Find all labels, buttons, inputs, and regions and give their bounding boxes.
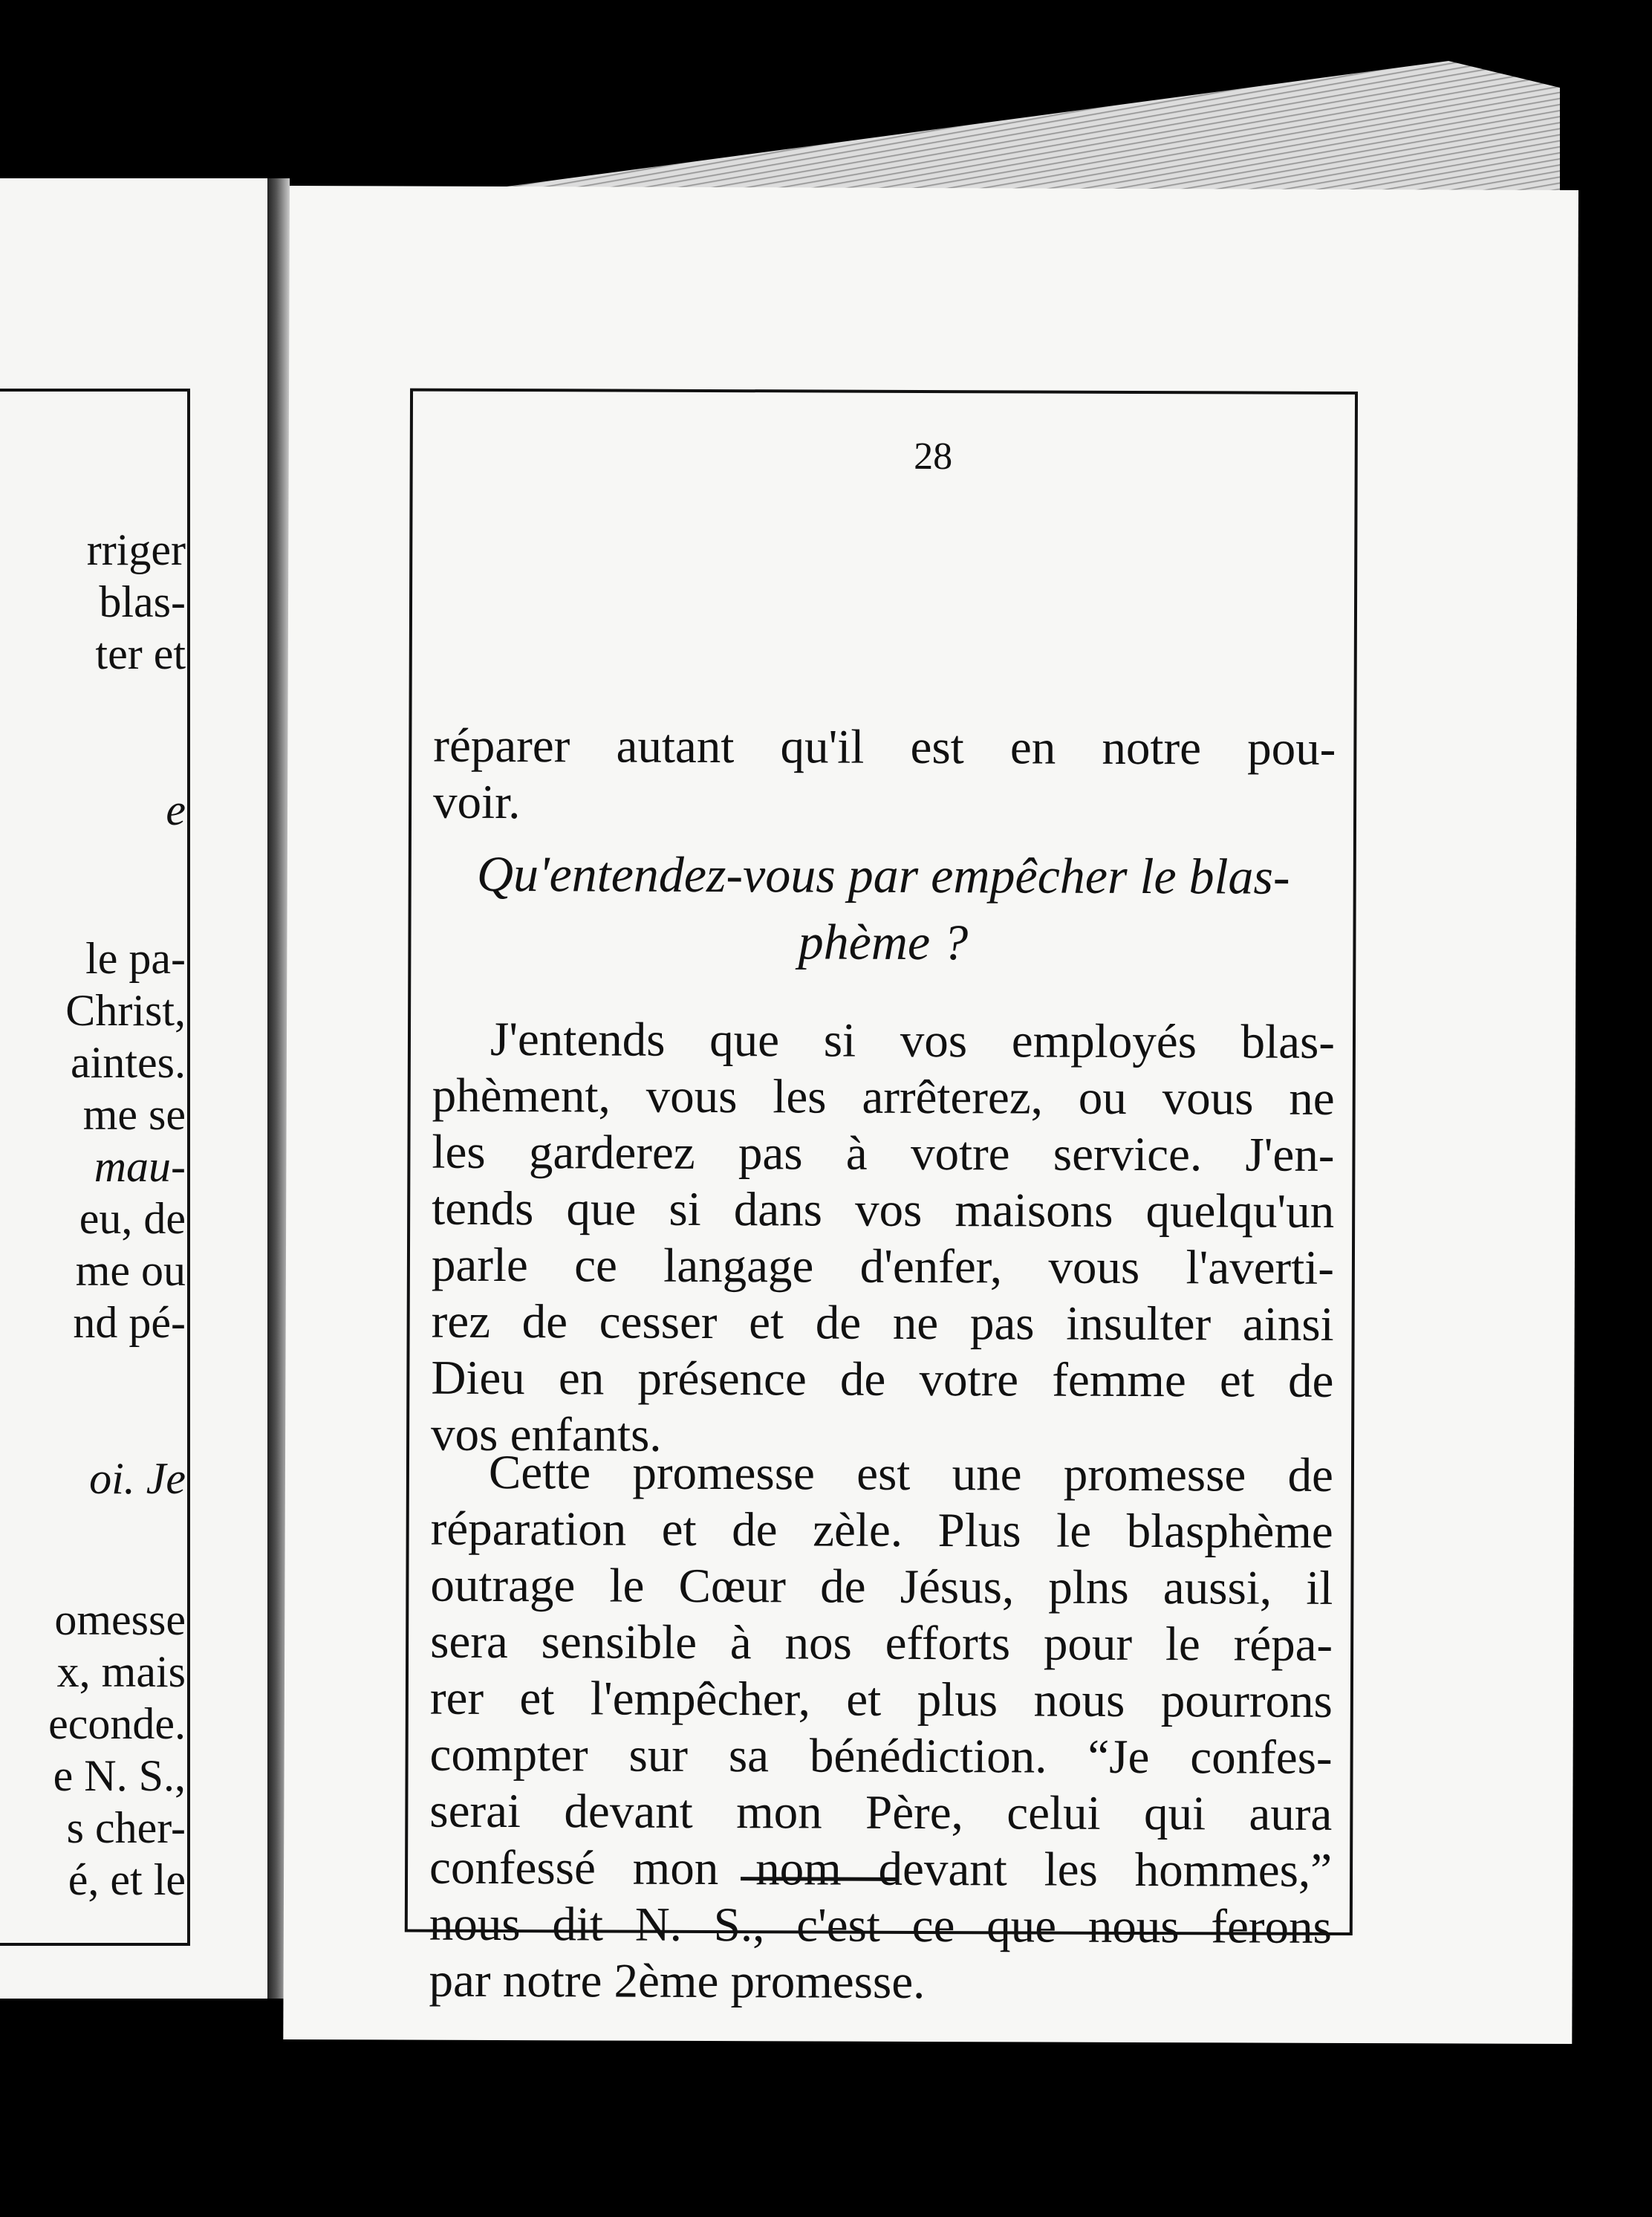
previous-page-line: e bbox=[166, 785, 186, 834]
previous-page-line: Christ, bbox=[65, 986, 186, 1035]
text-line: réparer autant qu'il est en notre pou- bbox=[433, 718, 1336, 776]
text-line: confessé mon nom devant les hommes,” bbox=[429, 1840, 1333, 1898]
previous-page-line: rriger bbox=[86, 525, 186, 574]
text-line: réparation et de zèle. Plus le blasphème bbox=[430, 1502, 1333, 1559]
previous-page-line: é, et le bbox=[68, 1855, 186, 1904]
previous-page-line: eu, de bbox=[79, 1194, 186, 1243]
text-line: sera sensible à nos efforts pour le répa- bbox=[430, 1614, 1333, 1672]
text-line: J'entends que si vos employés blas- bbox=[490, 1012, 1336, 1069]
text-line: Cette promesse est une promesse de bbox=[488, 1445, 1334, 1502]
text-line: Dieu en présence de votre femme et de bbox=[431, 1351, 1334, 1408]
previous-page-line: nd pé- bbox=[73, 1298, 186, 1347]
answer-paragraph-1 bbox=[431, 1011, 1335, 1466]
text-line: les garderez pas à votre service. J'en- bbox=[432, 1125, 1335, 1182]
question-line: phème ? bbox=[798, 913, 969, 971]
text-line: voir. bbox=[432, 775, 521, 830]
previous-page-line: me ou bbox=[75, 1246, 186, 1295]
text-line: nous dit N. S., c'est ce que nous ferons bbox=[429, 1897, 1332, 1954]
previous-page-line: ter et bbox=[95, 629, 186, 678]
previous-page-line: me se bbox=[82, 1090, 186, 1139]
current-page bbox=[283, 186, 1578, 2044]
text-line: tends que si dans vos maisons quelqu'un bbox=[432, 1181, 1335, 1239]
text-line: rer et l'empêcher, et plus nous pourrons bbox=[429, 1671, 1333, 1728]
previous-page-line: omesse bbox=[54, 1595, 186, 1644]
answer-paragraph-2 bbox=[429, 1444, 1333, 2012]
previous-page-line: mau- bbox=[94, 1142, 186, 1191]
previous-page-line: s cher- bbox=[66, 1803, 186, 1852]
text-line: phèment, vous les arrêterez, ou vous ne bbox=[432, 1068, 1335, 1126]
text-line: par notre 2ème promesse. bbox=[429, 1953, 926, 2010]
page-edges bbox=[446, 61, 1560, 195]
text-line: parle ce langage d'enfer, vous l'averti- bbox=[431, 1238, 1335, 1295]
previous-page-line: e N. S., bbox=[53, 1751, 186, 1800]
previous-page-line: econde. bbox=[48, 1699, 186, 1748]
text-line: serai devant mon Père, celui qui aura bbox=[429, 1784, 1333, 1841]
text-line: rez de cesser et de ne pas insulter ainsi bbox=[431, 1294, 1334, 1351]
text-line: vos enfants. bbox=[431, 1407, 662, 1462]
previous-page-line: blas- bbox=[99, 577, 186, 626]
previous-page bbox=[0, 178, 267, 1999]
text-line: compter sur sa bénédiction. “Je confes- bbox=[429, 1727, 1333, 1785]
question-line: Qu'entendez-vous par empêcher le blas- bbox=[476, 845, 1290, 905]
previous-page-line: x, mais bbox=[56, 1647, 186, 1696]
continuation-paragraph bbox=[433, 718, 1336, 834]
end-rule bbox=[741, 1877, 897, 1881]
question-heading bbox=[428, 840, 1339, 977]
text-line: outrage le Cœur de Jésus, plns aussi, il bbox=[430, 1558, 1333, 1615]
previous-page-line: oi. Je bbox=[89, 1454, 186, 1503]
previous-page-line: le pa- bbox=[85, 934, 186, 983]
page-number: 28 bbox=[914, 435, 953, 478]
previous-page-line: aintes. bbox=[71, 1038, 186, 1087]
